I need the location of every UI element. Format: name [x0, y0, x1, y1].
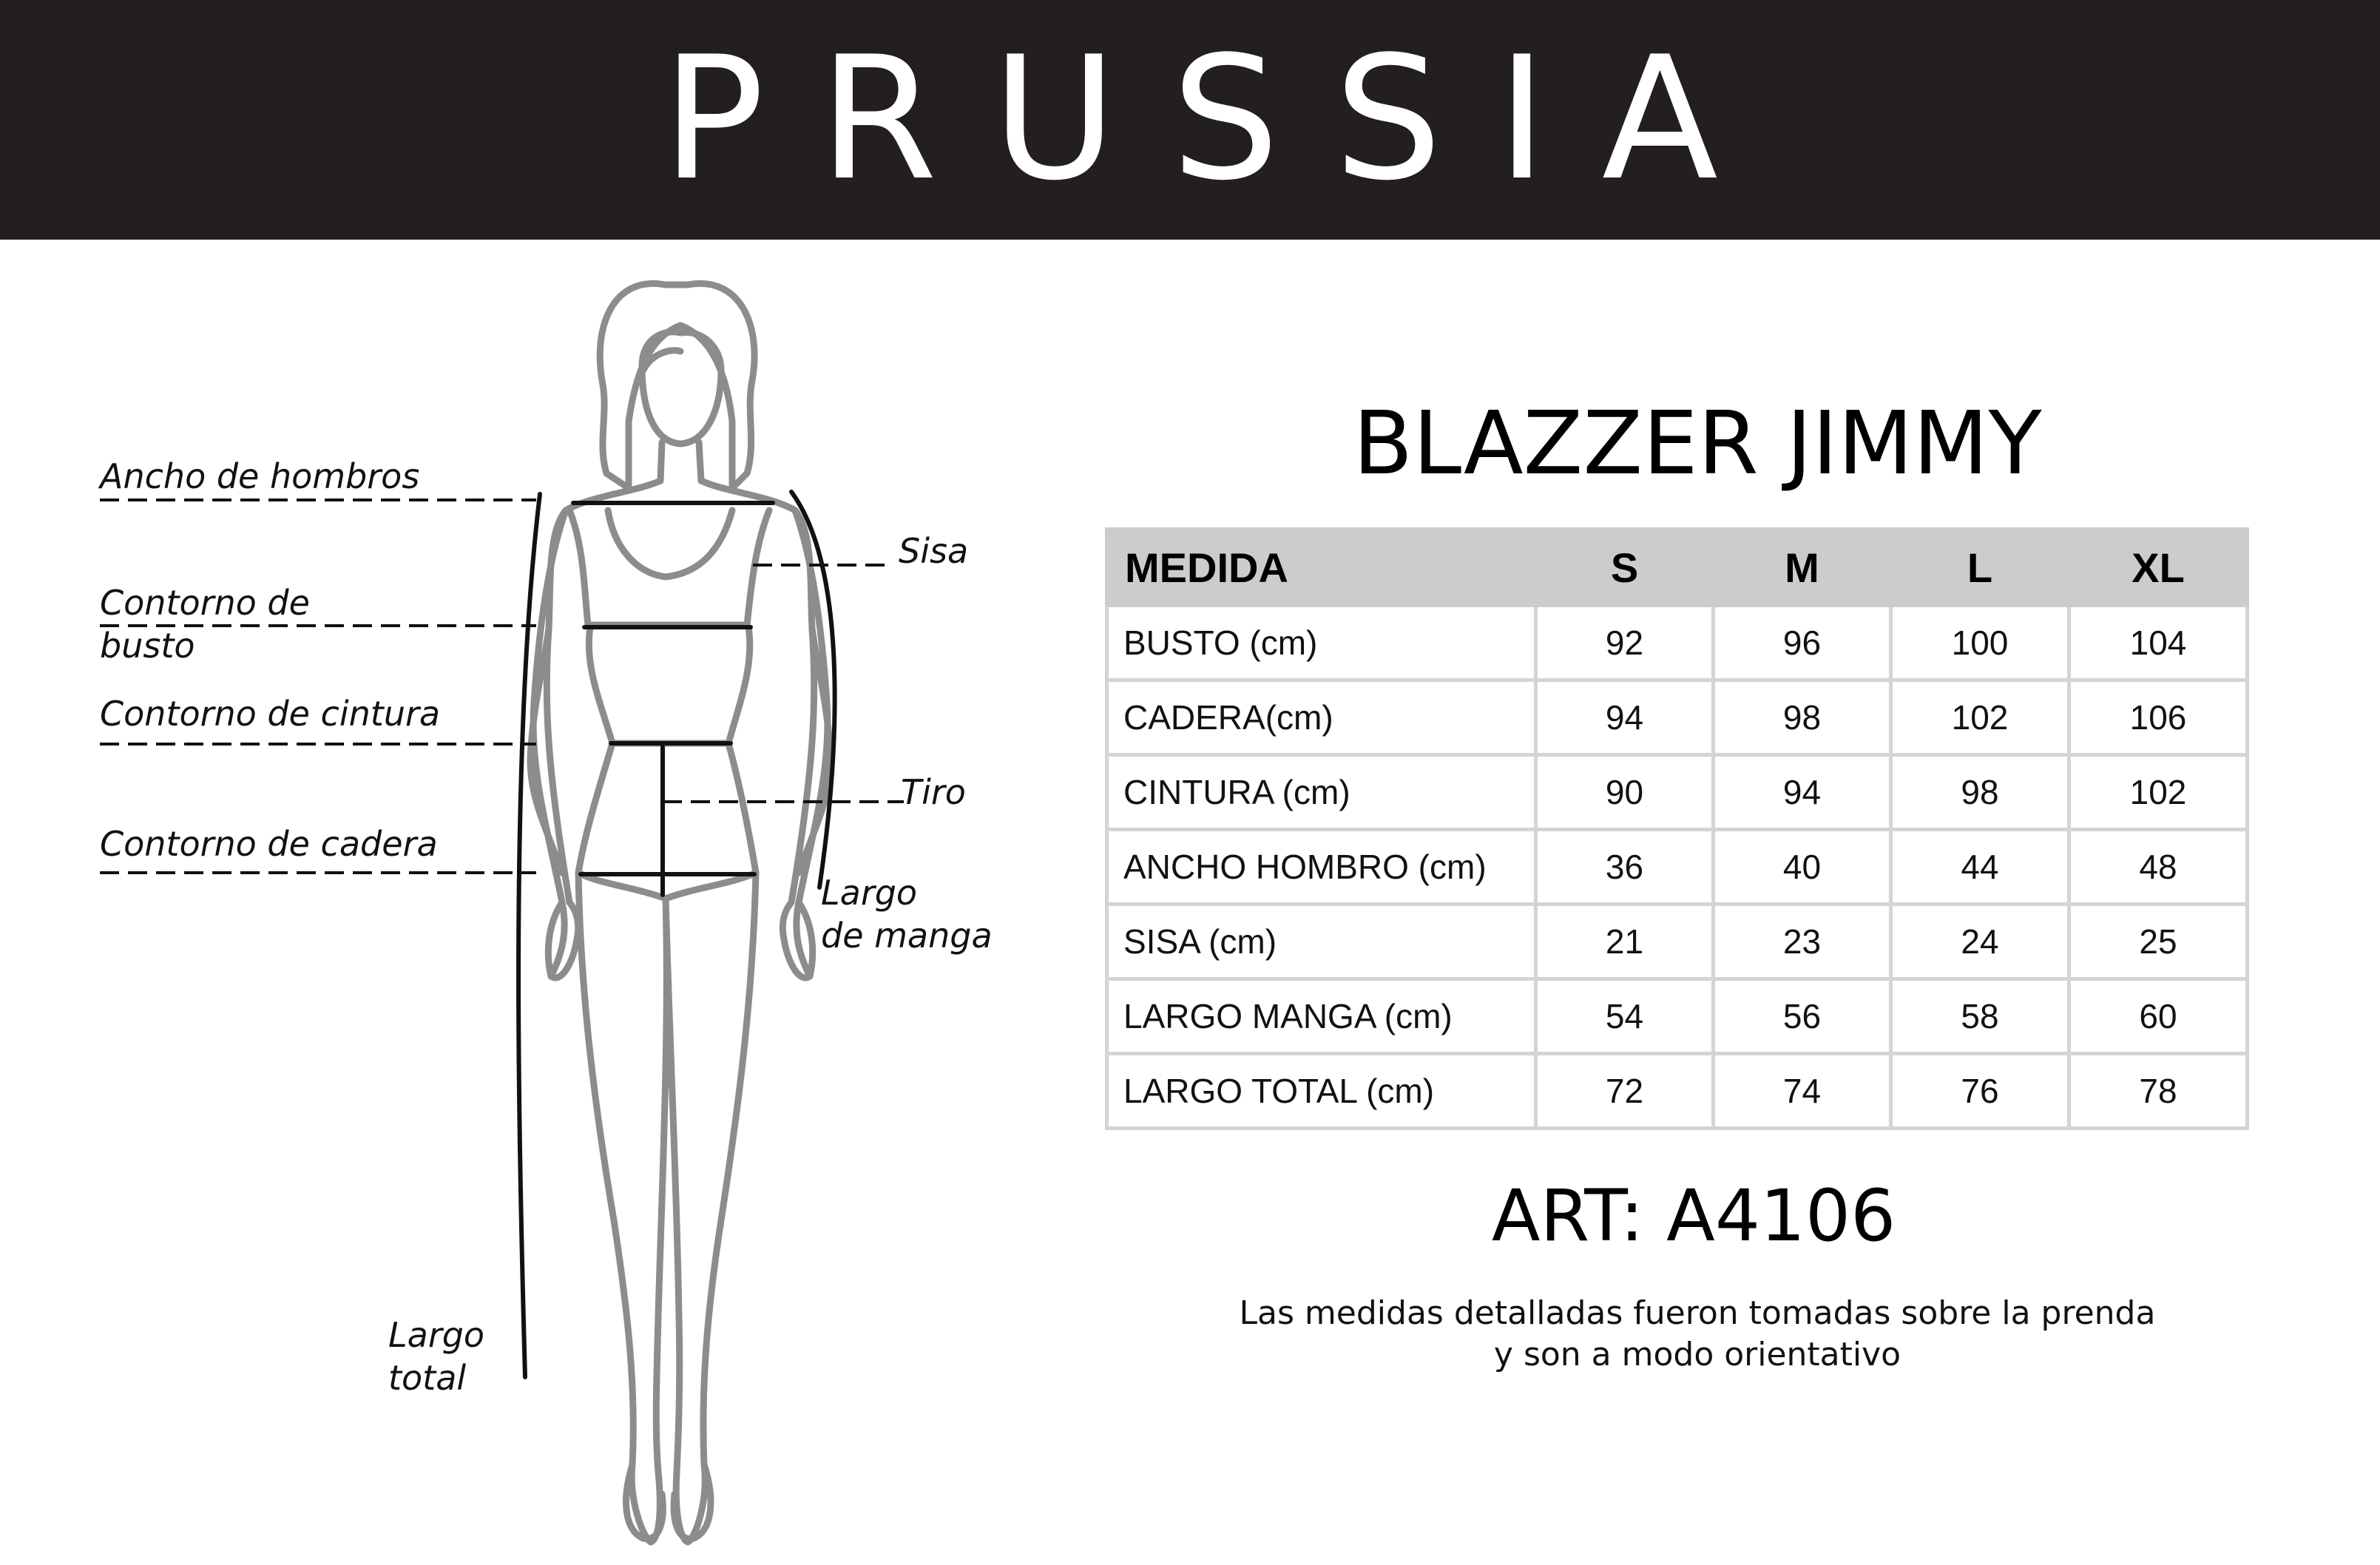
cell-value: 72: [1536, 1054, 1714, 1129]
cell-value: 92: [1536, 606, 1714, 680]
row-label: LARGO TOTAL (cm): [1107, 1054, 1536, 1129]
cell-value: 56: [1714, 979, 1891, 1054]
label-tiro: Tiro: [901, 772, 966, 812]
product-title: BLAZZER JIMMY: [1353, 392, 2042, 494]
cell-value: 48: [2069, 830, 2248, 905]
header-size-xl: XL: [2069, 530, 2248, 606]
brand-header: [0, 0, 2380, 240]
label-sisa: Sisa: [899, 531, 969, 571]
cell-value: 106: [2069, 680, 2248, 755]
cell-value: 76: [1891, 1054, 2069, 1129]
cell-value: 36: [1536, 830, 1714, 905]
note-line-1: Las medidas detalladas fueron tomadas sobre la prenda: [1239, 1294, 2156, 1332]
cell-value: 44: [1891, 830, 2069, 905]
label-contorno-busto-line2: busto: [100, 626, 195, 666]
cell-value: 98: [1714, 680, 1891, 755]
size-table: [1105, 527, 2249, 1130]
cell-value: 58: [1891, 979, 2069, 1054]
header-medida: MEDIDA: [1107, 530, 1536, 606]
cell-value: 24: [1891, 905, 2069, 979]
label-contorno-cadera: Contorno de cadera: [100, 824, 438, 864]
table-header-row: [1107, 530, 2248, 606]
cell-value: 94: [1714, 755, 1891, 830]
row-label: LARGO MANGA (cm): [1107, 979, 1536, 1054]
cell-value: 94: [1536, 680, 1714, 755]
label-contorno-busto-line1: Contorno de: [100, 583, 310, 623]
cell-value: 60: [2069, 979, 2248, 1054]
label-largo-total-line1: Largo: [388, 1315, 485, 1355]
cell-value: 78: [2069, 1054, 2248, 1129]
header-size-l: L: [1891, 530, 2069, 606]
label-ancho-hombros: Ancho de hombros: [100, 456, 420, 496]
cell-value: 25: [2069, 905, 2248, 979]
cell-value: 90: [1536, 755, 1714, 830]
cell-value: 98: [1891, 755, 2069, 830]
note-line-2: y son a modo orientativo: [1493, 1336, 1901, 1373]
row-label: ANCHO HOMBRO (cm): [1107, 830, 1536, 905]
label-largo-total-line2: total: [388, 1358, 467, 1398]
table-row: [1107, 680, 2248, 755]
cell-value: 102: [2069, 755, 2248, 830]
cell-value: 21: [1536, 905, 1714, 979]
cell-value: 104: [2069, 606, 2248, 680]
cell-value: 96: [1714, 606, 1891, 680]
row-label: CINTURA (cm): [1107, 755, 1536, 830]
row-label: SISA (cm): [1107, 905, 1536, 979]
table-row: [1107, 979, 2248, 1054]
table-row: [1107, 830, 2248, 905]
cell-value: 74: [1714, 1054, 1891, 1129]
article-number: ART: A4106: [1491, 1174, 1896, 1257]
cell-value: 54: [1536, 979, 1714, 1054]
row-label: BUSTO (cm): [1107, 606, 1536, 680]
row-label: CADERA(cm): [1107, 680, 1536, 755]
cell-value: 40: [1714, 830, 1891, 905]
label-largo-manga-line1: Largo: [821, 873, 918, 913]
header-size-s: S: [1536, 530, 1714, 606]
cell-value: 100: [1891, 606, 2069, 680]
header-size-m: M: [1714, 530, 1891, 606]
table-row: [1107, 755, 2248, 830]
table-row: [1107, 1054, 2248, 1129]
table-row: [1107, 606, 2248, 680]
cell-value: 102: [1891, 680, 2069, 755]
label-contorno-cintura: Contorno de cintura: [100, 694, 441, 734]
label-largo-manga-line2: de manga: [821, 916, 993, 956]
brand-logo: PRUSSIA: [661, 21, 1773, 218]
table-row: [1107, 905, 2248, 979]
cell-value: 23: [1714, 905, 1891, 979]
